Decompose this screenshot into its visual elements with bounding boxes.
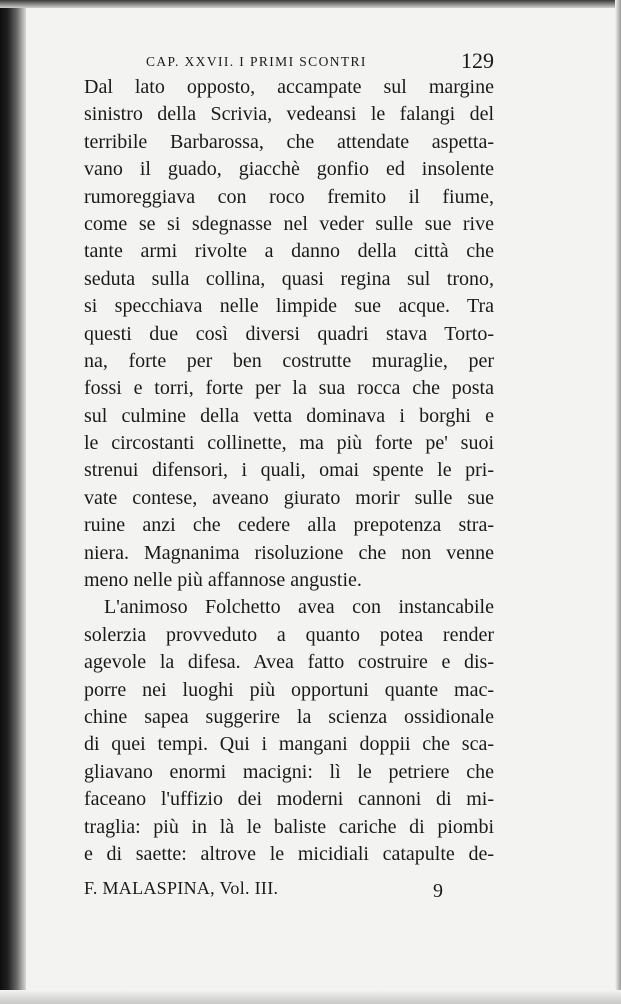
paragraph-first-line: L'animoso Folchetto avea con instancabile [104, 596, 494, 619]
text-line: vano il guado, giacchè gonfio ed insolente [84, 158, 494, 181]
text-line: tante armi rivolte a danno della città che [84, 240, 494, 263]
body-text [84, 74, 494, 868]
text-line: rumoreggiava con roco fremito il fiume, [84, 185, 494, 208]
text-line: gliavano enormi macigni: lì le petriere che [84, 760, 494, 783]
text-line: e di saette: altrove le micidiali catapulte de- [84, 842, 494, 865]
text-line: Dal lato opposto, accampate sul margine [84, 76, 494, 98]
spine-shadow [0, 0, 26, 1004]
text-line: si specchiava nelle limpide sue acque. Tra [84, 295, 494, 318]
text-line: niera. Magnanima risoluzione che non venne [84, 541, 494, 564]
text-line: fossi e torri, forte per la sua rocca che posta [84, 377, 494, 400]
text-line: faceano l'uffizio dei moderni cannoni di mi- [84, 788, 494, 811]
chapter-title: CAP. XXVII. I PRIMI SCONTRI [146, 54, 367, 69]
text-line: chine sapea suggerire la scienza ossidionale [84, 705, 494, 728]
text-line: solerzia provveduto a quanto potea render [84, 623, 494, 646]
bottom-page-edge [0, 990, 621, 1004]
text-line: come se si sdegnasse nel veder sulle sue rive [84, 212, 494, 235]
paragraph-last-line: meno nelle più affannose angustie. [84, 569, 362, 592]
text-line: di quei tempi. Qui i mangani doppii che sca- [84, 733, 494, 756]
top-edge-shadow [0, 0, 621, 8]
text-line: sinistro della Scrivia, vedeansi le falangi del [84, 103, 494, 126]
text-line: seduta sulla collina, quasi regina sul trono, [84, 267, 494, 290]
text-line: le circostanti collinette, ma più forte pe' suoi [84, 432, 494, 455]
text-line: questi due così diversi quadri stava Torto- [84, 322, 494, 345]
text-line: agevole la difesa. Avea fatto costruire e dis- [84, 651, 494, 674]
printer-signature: F. MALASPINA, Vol. III. [84, 878, 279, 898]
right-page-edge [615, 0, 621, 1004]
text-line: ruine anzi che cedere alla prepotenza stra- [84, 514, 494, 537]
text-line: na, forte per ben costrutte muraglie, per [84, 349, 494, 372]
page-footer [84, 878, 494, 906]
page-number: 129 [461, 48, 494, 73]
text-line: porre nei luoghi più opportuni quante mac- [84, 678, 494, 701]
signature-mark: 9 [433, 880, 443, 902]
text-line: strenui difensori, i quali, omai spente le pri- [84, 459, 494, 482]
text-line: sul culmine della vetta dominava i borghi e [84, 404, 494, 427]
text-line: terribile Barbarossa, che attendate aspetta- [84, 130, 494, 153]
text-line: vate contese, aveano giurato morir sulle sue [84, 486, 494, 509]
text-line: traglia: più in là le baliste cariche di piombi [84, 815, 494, 838]
